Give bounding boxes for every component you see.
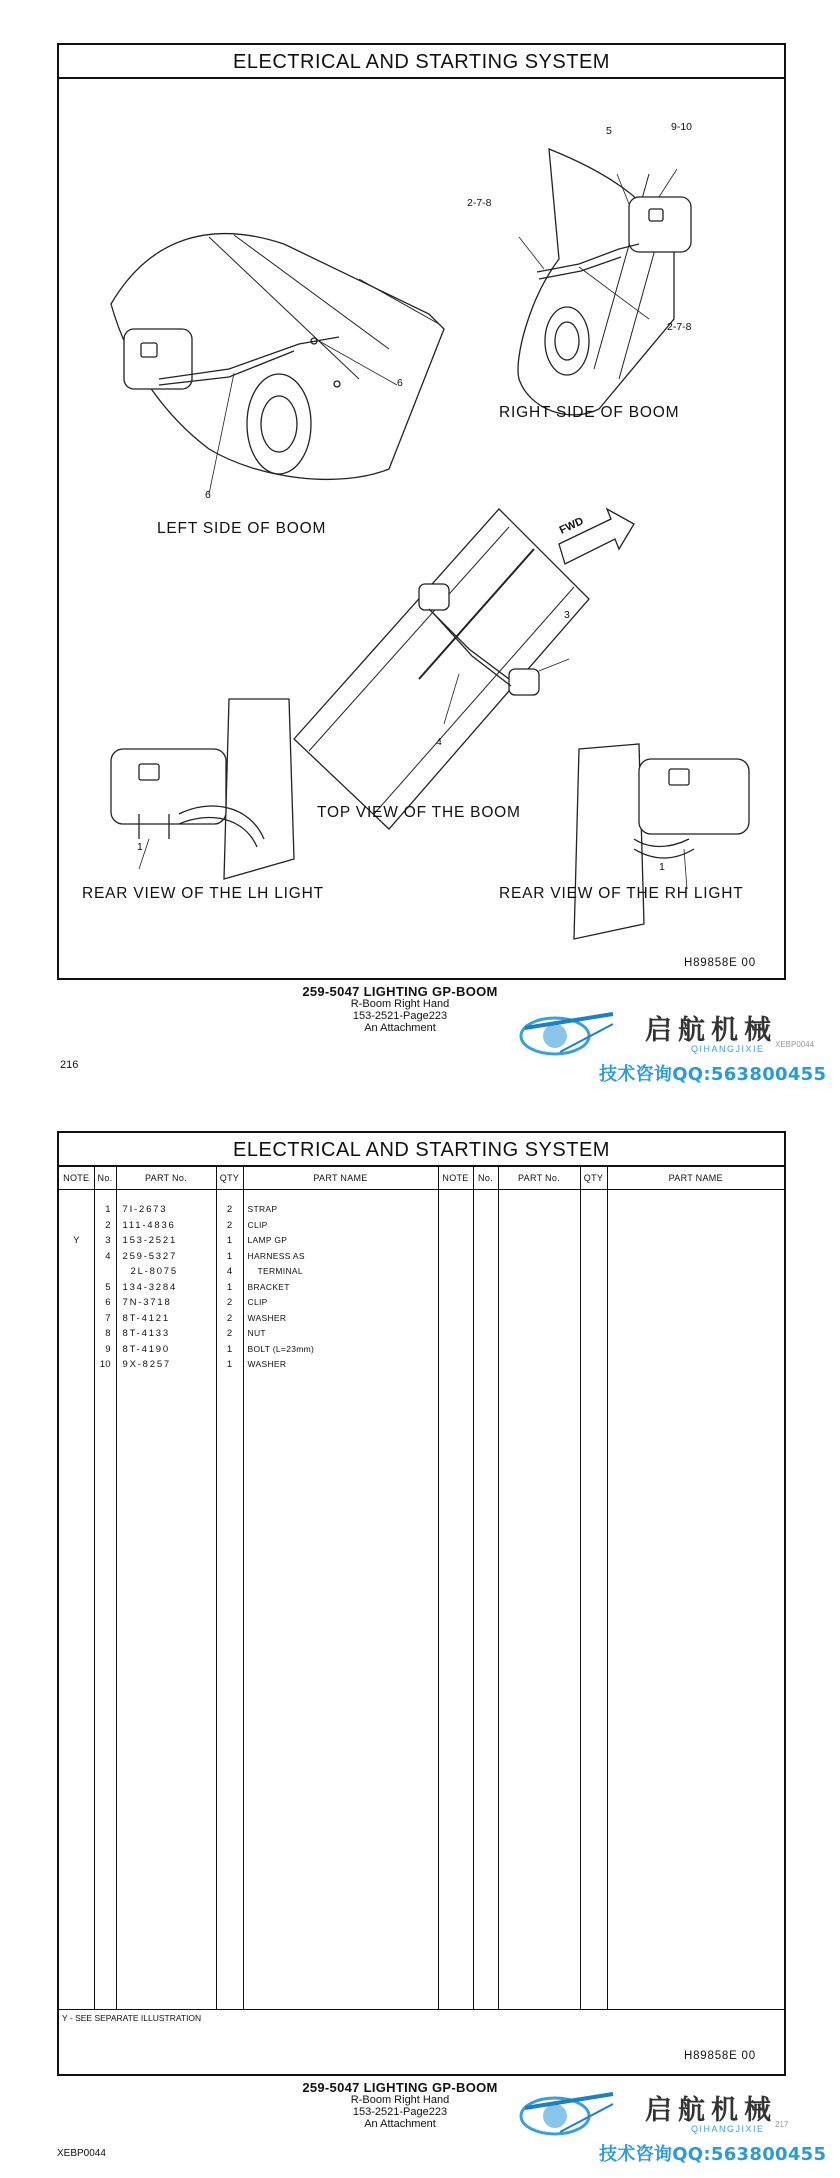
table-footnote: Y - SEE SEPARATE ILLUSTRATION	[59, 2009, 784, 2029]
parts-part-number: 7I-2673	[122, 1204, 168, 1215]
caption-line-2: R-Boom Right Hand	[350, 2094, 450, 2106]
column-qty	[216, 1190, 243, 2010]
parts-part-number: 8T-4190	[122, 1343, 170, 1355]
parts-quantity: 1	[226, 1359, 233, 1370]
parts-note-cell	[59, 1202, 94, 1218]
caption-line-4: An Attachment	[364, 2118, 436, 2130]
parts-part-number: 8T-4133	[122, 1328, 170, 1339]
parts-part-name: STRAP	[247, 1204, 278, 1214]
rear-view-rh-drawing	[574, 744, 749, 939]
parts-note-cell	[59, 1249, 94, 1265]
watermark-pinyin: QIHANGJIXIE	[691, 2124, 765, 2134]
header-no-2: No.	[473, 1167, 498, 1190]
parts-part-name: BOLT (L=23mm)	[247, 1343, 315, 1354]
parts-item-number: 9	[105, 1343, 111, 1355]
watermark-pinyin: QIHANGJIXIE	[691, 1044, 765, 1054]
parts-quantity: 1	[226, 1250, 233, 1262]
parts-item-number: 8	[105, 1328, 111, 1339]
parts-caption	[250, 2082, 550, 2130]
callout-6-bottom: 6	[205, 489, 211, 501]
parts-quantity: 2	[226, 1312, 233, 1324]
callout-9-10: 9-10	[671, 121, 693, 133]
parts-quantity: 4	[226, 1266, 233, 1277]
watermark-brand: 启航机械	[645, 1015, 777, 1046]
parts-note-cell	[59, 1280, 94, 1296]
parts-list-frame	[57, 1131, 786, 2076]
illustration-code: H89858E 00	[684, 2050, 756, 2062]
watermark-contact: 技术咨询QQ:563800455	[599, 1064, 827, 1085]
parts-item-number: 10	[99, 1359, 111, 1370]
callout-2-7-8-top: 2-7-8	[467, 197, 492, 209]
column-part-no	[116, 1190, 216, 2010]
parts-quantity: 1	[226, 1343, 233, 1355]
watermark-contact: 技术咨询QQ:563800455	[599, 2144, 827, 2165]
header-part-no-2: PART No.	[498, 1167, 580, 1190]
column-note	[59, 1190, 94, 2010]
caption-group: 259-5047 LIGHTING GP-BOOM	[302, 2080, 498, 2095]
parts-part-number: 9X-8257	[122, 1359, 172, 1370]
parts-item-number: 3	[105, 1235, 111, 1246]
document-code: XEBP0044	[57, 2148, 106, 2159]
callout-6-right: 6	[397, 377, 403, 389]
parts-part-name: CLIP	[247, 1219, 268, 1230]
header-part-name: PART NAME	[243, 1167, 438, 1190]
parts-part-name: TERMINAL	[257, 1266, 303, 1276]
column-qty-2	[580, 1190, 607, 2010]
parts-part-name: LAMP GP	[247, 1235, 288, 1245]
caption-group: 259-5047 LIGHTING GP-BOOM	[302, 984, 498, 999]
parts-note-cell	[59, 1311, 94, 1327]
header-qty: QTY	[216, 1167, 243, 1190]
parts-part-number: 153-2521	[122, 1235, 178, 1246]
parts-part-name: BRACKET	[247, 1281, 290, 1292]
illustration-code: H89858E 00	[684, 957, 756, 969]
parts-item-number: 7	[105, 1312, 111, 1324]
parts-item-number: 4	[105, 1250, 111, 1262]
column-no	[94, 1190, 116, 2010]
caption-line-3: 153-2521-Page223	[352, 2106, 448, 2118]
watermark-brand: 启航机械	[645, 2095, 777, 2126]
page-title: ELECTRICAL AND STARTING SYSTEM	[59, 1133, 784, 1167]
parts-note-cell	[59, 1218, 94, 1234]
parts-item-number: 6	[105, 1297, 111, 1308]
column-no-2	[473, 1190, 498, 2010]
parts-part-number: 7N-3718	[122, 1297, 172, 1308]
parts-item-number: 2	[105, 1219, 111, 1231]
header-note-2: NOTE	[438, 1167, 473, 1190]
callout-4: 4	[436, 736, 442, 748]
parts-quantity: 1	[226, 1281, 233, 1293]
parts-quantity: 1	[226, 1235, 233, 1246]
parts-part-number: 111-4836	[122, 1219, 176, 1231]
callout-1-rh: 1	[659, 861, 665, 873]
view-label-rear-rh: REAR VIEW OF THE RH LIGHT	[499, 885, 744, 902]
parts-quantity: 2	[226, 1328, 233, 1339]
column-note-2	[438, 1190, 473, 2010]
parts-note-cell: Y	[73, 1235, 80, 1246]
parts-quantity: 2	[226, 1204, 233, 1215]
fwd-label: FWD	[557, 515, 586, 537]
caption-line-2: R-Boom Right Hand	[350, 998, 450, 1010]
header-no: No.	[94, 1167, 116, 1190]
parts-part-name: WASHER	[247, 1312, 287, 1323]
view-label-right-side: RIGHT SIDE OF BOOM	[499, 404, 680, 421]
header-part-name-2: PART NAME	[607, 1167, 784, 1190]
watermark-code: 217	[775, 2120, 789, 2129]
left-side-boom-drawing	[111, 234, 444, 494]
illustration-caption	[250, 986, 550, 1034]
parts-note-cell	[59, 1342, 94, 1358]
parts-table	[59, 1167, 784, 2009]
forward-arrow-icon	[559, 509, 634, 564]
table-header-row	[59, 1167, 784, 1190]
table-body	[59, 1190, 784, 2010]
top-view-boom-drawing	[294, 509, 589, 829]
column-part-name-2	[607, 1190, 784, 2010]
parts-quantity: 2	[226, 1297, 233, 1308]
view-label-rear-lh: REAR VIEW OF THE LH LIGHT	[82, 885, 324, 902]
parts-part-number: 8T-4121	[122, 1312, 170, 1324]
parts-part-number: 259-5327	[122, 1250, 178, 1262]
catalog-page-parts-list	[0, 1090, 840, 2178]
header-part-no: PART No.	[116, 1167, 216, 1190]
parts-note-cell	[59, 1264, 94, 1280]
parts-part-name: CLIP	[247, 1297, 268, 1307]
parts-note-cell	[59, 1357, 94, 1373]
caption-line-3: 153-2521-Page223	[352, 1010, 448, 1022]
parts-item-number	[95, 1264, 116, 1280]
right-side-boom-drawing	[518, 149, 691, 415]
page-number: 216	[60, 1059, 79, 1071]
parts-note-cell	[59, 1295, 94, 1311]
parts-part-name: WASHER	[247, 1359, 287, 1369]
parts-item-number: 5	[105, 1281, 111, 1293]
watermark-code: XEBP0044	[775, 1040, 815, 1049]
parts-quantity: 2	[226, 1219, 233, 1231]
callout-5: 5	[606, 125, 612, 137]
parts-part-number: 134-3284	[122, 1281, 178, 1293]
view-label-top: TOP VIEW OF THE BOOM	[317, 804, 521, 821]
page-title: ELECTRICAL AND STARTING SYSTEM	[59, 45, 784, 79]
watermark	[515, 2080, 835, 2176]
view-label-left-side: LEFT SIDE OF BOOM	[157, 520, 327, 537]
parts-part-name: HARNESS AS	[247, 1250, 305, 1261]
illustration-frame	[57, 43, 786, 980]
callout-2-7-8-right: 2-7-8	[667, 321, 692, 333]
parts-part-number: 2L-8075	[130, 1266, 178, 1277]
parts-item-number: 1	[105, 1204, 111, 1215]
column-part-no-2	[498, 1190, 580, 2010]
callout-3: 3	[564, 609, 570, 621]
parts-note-cell	[59, 1326, 94, 1342]
header-qty-2: QTY	[580, 1167, 607, 1190]
callout-1-lh: 1	[137, 841, 143, 853]
watermark	[515, 1000, 835, 1096]
parts-part-name: NUT	[247, 1328, 266, 1338]
caption-line-4: An Attachment	[364, 1022, 436, 1034]
column-part-name	[243, 1190, 438, 2010]
header-note: NOTE	[59, 1167, 94, 1190]
